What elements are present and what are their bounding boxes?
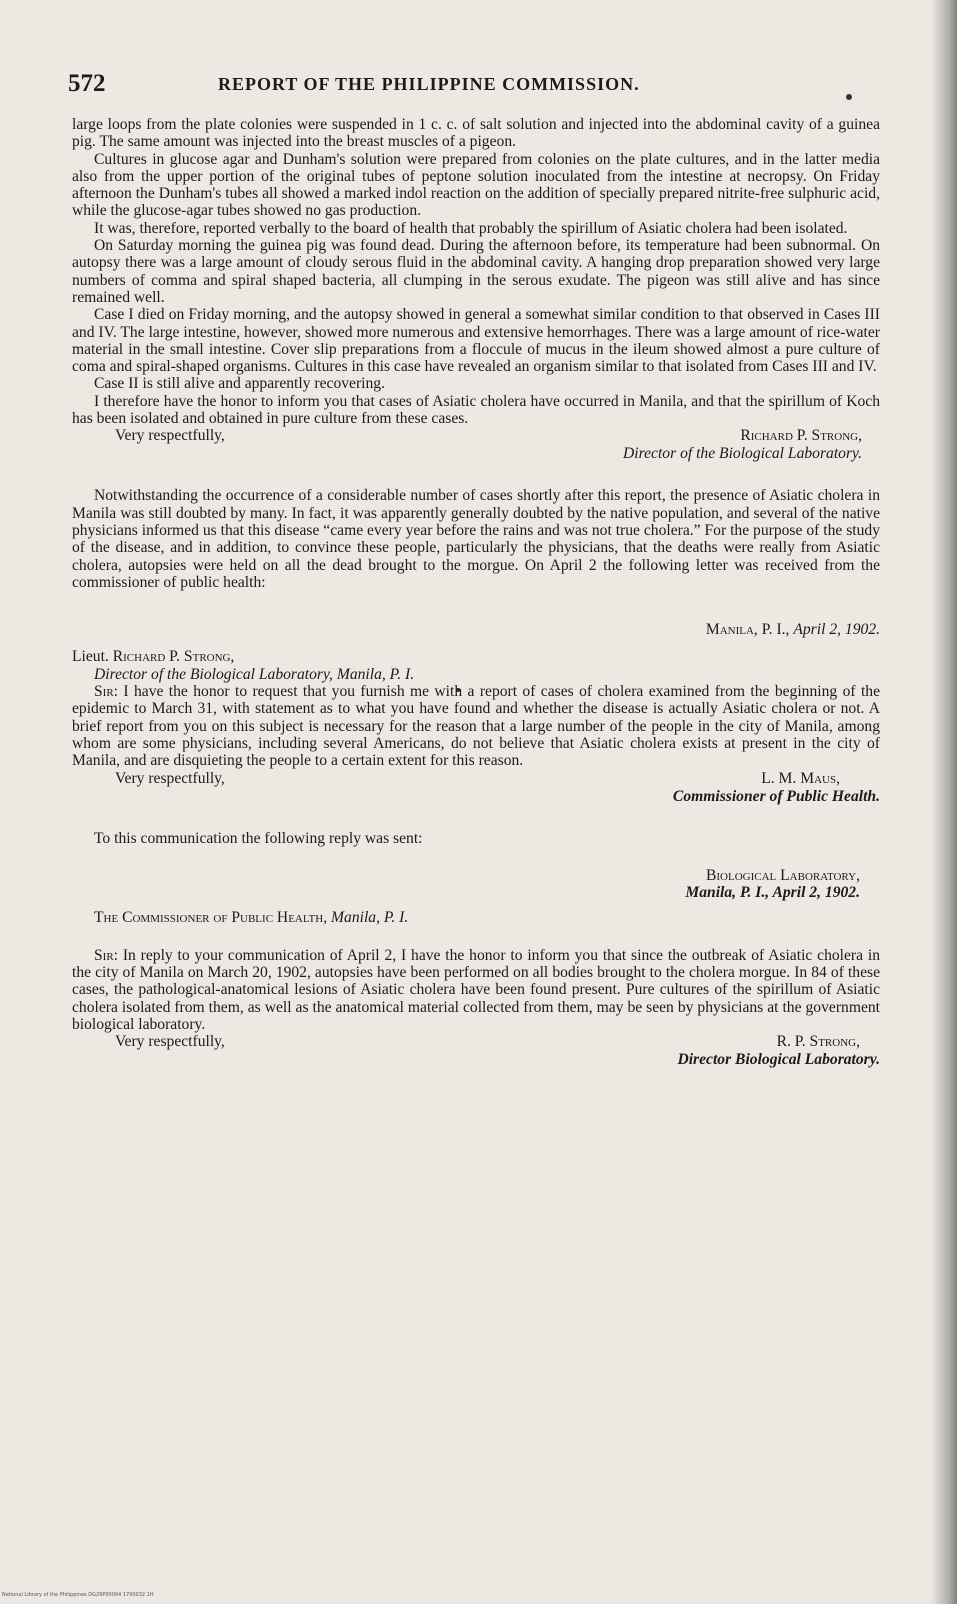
signature-block <box>72 1033 880 1073</box>
dateline-place: Manila, P. I., <box>705 621 790 639</box>
signatory-title: Director of the Biological Laboratory. <box>623 445 862 463</box>
letter-dateline: Manila, P. I., April 2, 1902. <box>685 884 860 902</box>
transition-line: To this communication the following reply was sent: <box>94 829 423 847</box>
addressee-title: Director of the Biological Laboratory, Manila, P. I. <box>94 665 415 683</box>
addressee-name: The Commissioner of Public Health, <box>94 909 328 927</box>
body-paragraph: Case I died on Friday morning, and the autopsy showed in general a somewhat similar condition to that observed in Cases III and IV. The large intestine, however, showed more numerous and extensive hemorrhages. There was a large amount of rice-water material in the small intestine. Cover slip preparations from a floccule of mucus in the ileum showed almost a pure culture of coma and spiral-shaped organisms. Cultures in this case have revealed an organism similar to that isolated from Cases III and IV. <box>72 306 880 376</box>
page-content <box>72 116 880 1073</box>
body-paragraph: large loops from the plate colonies were suspended in 1 c. c. of salt solution and injected into the abdominal cavity of a guinea pig. The same amount was injected into the breast muscles of a pigeon. <box>72 116 880 151</box>
signature-block <box>72 427 880 463</box>
salutation: Sir: <box>94 946 119 964</box>
page-number: 572 <box>68 70 106 97</box>
addressee-name: Richard P. Strong, <box>112 648 235 666</box>
page-header <box>68 70 888 100</box>
letter-org: Biological Laboratory, <box>705 866 860 884</box>
signatory-title: Director Biological Laboratory. <box>677 1051 880 1069</box>
body-paragraph: It was, therefore, reported verbally to the board of health that probably the spirillum of Asiatic cholera had been isolated. <box>94 219 848 237</box>
page-binding-shadow <box>931 0 957 1604</box>
body-paragraph: Case II is still alive and apparently recovering. <box>94 375 385 393</box>
addressee-place: Manila, P. I. <box>331 909 409 927</box>
body-paragraph: I therefore have the honor to inform you that cases of Asiatic cholera have occurred in Manila, and that the spirillum of Koch has been isolated and obtained in pure culture from these cases. <box>72 392 880 428</box>
signatory-name: L. M. Maus, <box>761 769 840 787</box>
narrative-paragraph: Notwithstanding the occurrence of a considerable number of cases shortly after this report, the presence of Asiatic cholera in Manila was still doubted by many. In fact, it was apparently generally doubted by the native population, and several of the native physicians informed us that this disease “came every year before the rains and was not true cholera.” For the purpose of the study of the disease, and in addition, to convince these people, particularly the physicians, that the deaths were really from Asiatic cholera, autopsies were held on all the dead brought to the morgue. On April 2 the following letter was received from the commissioner of public health: <box>72 487 880 591</box>
spacer <box>72 810 880 830</box>
spacer <box>72 927 880 947</box>
signatory-name: Richard P. Strong, <box>740 427 862 445</box>
closing: Very respectfully, <box>115 769 225 787</box>
signature-block <box>72 770 880 810</box>
signatory-title: Commissioner of Public Health. <box>672 787 880 805</box>
letter-body <box>72 947 880 1033</box>
spacer <box>72 591 880 615</box>
letter-dateline <box>72 621 880 638</box>
addressee-prefix: Lieut. <box>72 648 109 666</box>
archive-footer: National Library of the Philippines DG29P00004 1700032 1H <box>2 1592 154 1598</box>
body-paragraph: On Saturday morning the guinea pig was found dead. During the afternoon before, its temperature had been subnormal. On autopsy there was a large amount of cloudy serous fluid in the abdominal cavity. A hanging drop preparation showed very large numbers of comma and spiral shaped bacteria, all clumping in the serous exudate. The pigeon was still alive and has since remained well. <box>72 237 880 306</box>
spacer <box>72 847 880 867</box>
letter-text: I have the honor to request that you furnish me with a report of cases of cholera examined from the beginning of the epidemic to March 31, with statement as to what you have found and whether the disease is actually Asiatic cholera or not. A brief report from you on this subject is necessary for the reason that a large number of the people in the city of Manila, among whom are some physicians, including several Americans, do not believe that Asiatic cholera exists at present in the city of Manila, and are disquieting the people to a certain extent for this reason. <box>72 683 881 770</box>
signatory-name: R. P. Strong, <box>776 1033 860 1051</box>
dateline-date: April 2, 1902. <box>793 621 880 639</box>
addressee-line <box>72 909 880 926</box>
body-paragraph: Cultures in glucose agar and Dunham's solution were prepared from colonies on the plate cultures, and in the latter media also from the upper portion of the original tubes of peptone solution inoculated from the intestine at necropsy. On Friday afternoon the Dunham's tubes all showed a marked indol reaction on the addition of specially prepared nitrite-free sulphuric acid, while the glucose-agar tubes showed no gas production. <box>72 150 880 220</box>
closing: Very respectfully, <box>115 1033 225 1051</box>
letter-text: In reply to your communication of April 2, I have the honor to inform you that since the outbreak of Asiatic cholera in the city of Manila on March 20, 1902, autopsies have been performed on all bodies brought to the cholera morgue. In 84 of these cases, the pathological-anatomical lesions of Asiatic cholera have been found present. Pure cultures of the spirillum of Asiatic cholera isolated from them, as well as the anatomical material collected from them, may be seen by physicians at the government biological laboratory. <box>72 946 880 1033</box>
salutation: Sir: <box>94 683 119 701</box>
letter-body <box>72 683 880 769</box>
spacer <box>72 463 880 487</box>
closing: Very respectfully, <box>115 427 225 445</box>
addressee-line <box>72 648 880 665</box>
running-head: REPORT OF THE PHILIPPINE COMMISSION. <box>218 74 640 94</box>
